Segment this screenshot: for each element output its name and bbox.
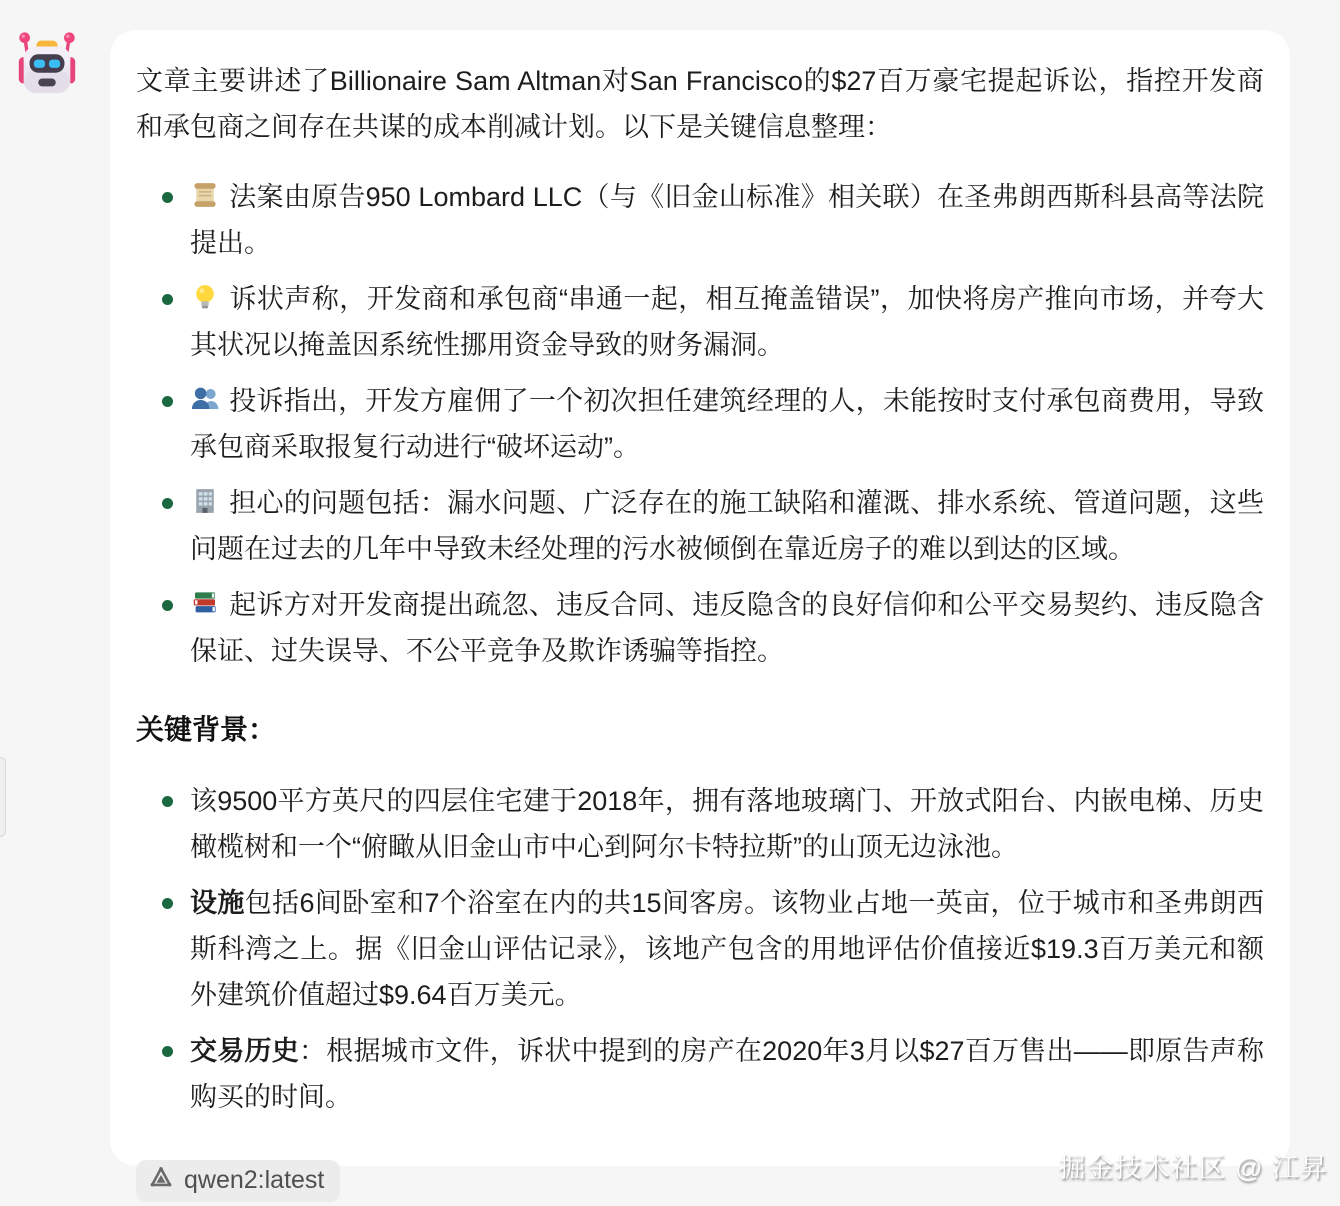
list-item-text: ：根据城市文件，诉状中提到的房产在2020年3月以$27百万售出——即原告声称购买的时间。 — [190, 1036, 1264, 1112]
robot-icon — [12, 85, 82, 102]
list-item — [190, 778, 1264, 870]
list-item-text: 该9500平方英尺的四层住宅建于2018年，拥有落地玻璃门、开放式阳台、内嵌电梯、历史橄榄树和一个“俯瞰从旧金山市中心到阿尔卡特拉斯”的山顶无边泳池。 — [190, 786, 1264, 862]
books-icon — [190, 588, 220, 618]
list-item-text: 起诉方对开发商提出疏忽、违反合同、违反隐含的良好信仰和公平交易契约、违反隐含保证、过失误导、不公平竞争及欺诈诱骗等指控。 — [190, 590, 1264, 666]
list-item — [190, 880, 1264, 1018]
light-bulb-icon — [190, 282, 220, 312]
list-item-text: 诉状声称，开发商和承包商“串通一起，相互掩盖错误”，加快将房产推向市场，并夸大其状况以掩盖因系统性挪用资金导致的财务漏洞。 — [190, 284, 1264, 360]
list-item-text: 投诉指出，开发方雇佣了一个初次担任建筑经理的人，未能按时支付承包商费用，导致承包商采取报复行动进行“破坏运动”。 — [190, 386, 1264, 462]
list-item-text: 法案由原告950 Lombard LLC（与《旧金山标准》相关联）在圣弗朗西斯科县高等法院提出。 — [190, 182, 1264, 258]
model-logo-icon — [148, 1165, 174, 1196]
scrollbar-thumb[interactable] — [0, 757, 6, 837]
list-item — [190, 1028, 1264, 1120]
section-heading: 关键背景： — [136, 714, 277, 745]
message-intro: 文章主要讲述了Billionaire Sam Altman对San Francisco的$27百万豪宅提起诉讼，指控开发商和承包商之间存在共谋的成本削减计划。以下是关键信息整理： — [136, 66, 1264, 142]
list-item — [190, 276, 1264, 368]
model-badge[interactable] — [136, 1160, 340, 1202]
list-item — [190, 378, 1264, 470]
scroll-icon — [190, 180, 220, 210]
model-badge-label: qwen2:latest — [184, 1166, 325, 1194]
list-item-text: 担心的问题包括：漏水问题、广泛存在的施工缺陷和灌溉、排水系统、管道问题，这些问题在过去的几年中导致未经处理的污水被倾倒在靠近房子的难以到达的区域。 — [190, 488, 1264, 564]
list-item-bold-lead: 设施 — [190, 888, 245, 918]
list-item-text: 包括6间卧室和7个浴室在内的共15间客房。该物业占地一英亩，位于城市和圣弗朗西斯科湾之上。据《旧金山评估记录》，该地产包含的用地评估价值接近$19.3百万美元和额外建筑价值超过$9.64百万美元。 — [190, 888, 1264, 1010]
busts-icon — [190, 384, 220, 414]
watermark-text: 掘金技术社区 @ 江昇 — [1058, 1153, 1328, 1183]
office-building-icon — [190, 486, 220, 516]
key-points-list — [136, 174, 1264, 674]
list-item — [190, 174, 1264, 266]
background-points-list — [136, 778, 1264, 1120]
list-item — [190, 582, 1264, 674]
assistant-avatar — [12, 28, 82, 98]
list-item-bold-lead: 交易历史 — [190, 1036, 299, 1066]
list-item — [190, 480, 1264, 572]
